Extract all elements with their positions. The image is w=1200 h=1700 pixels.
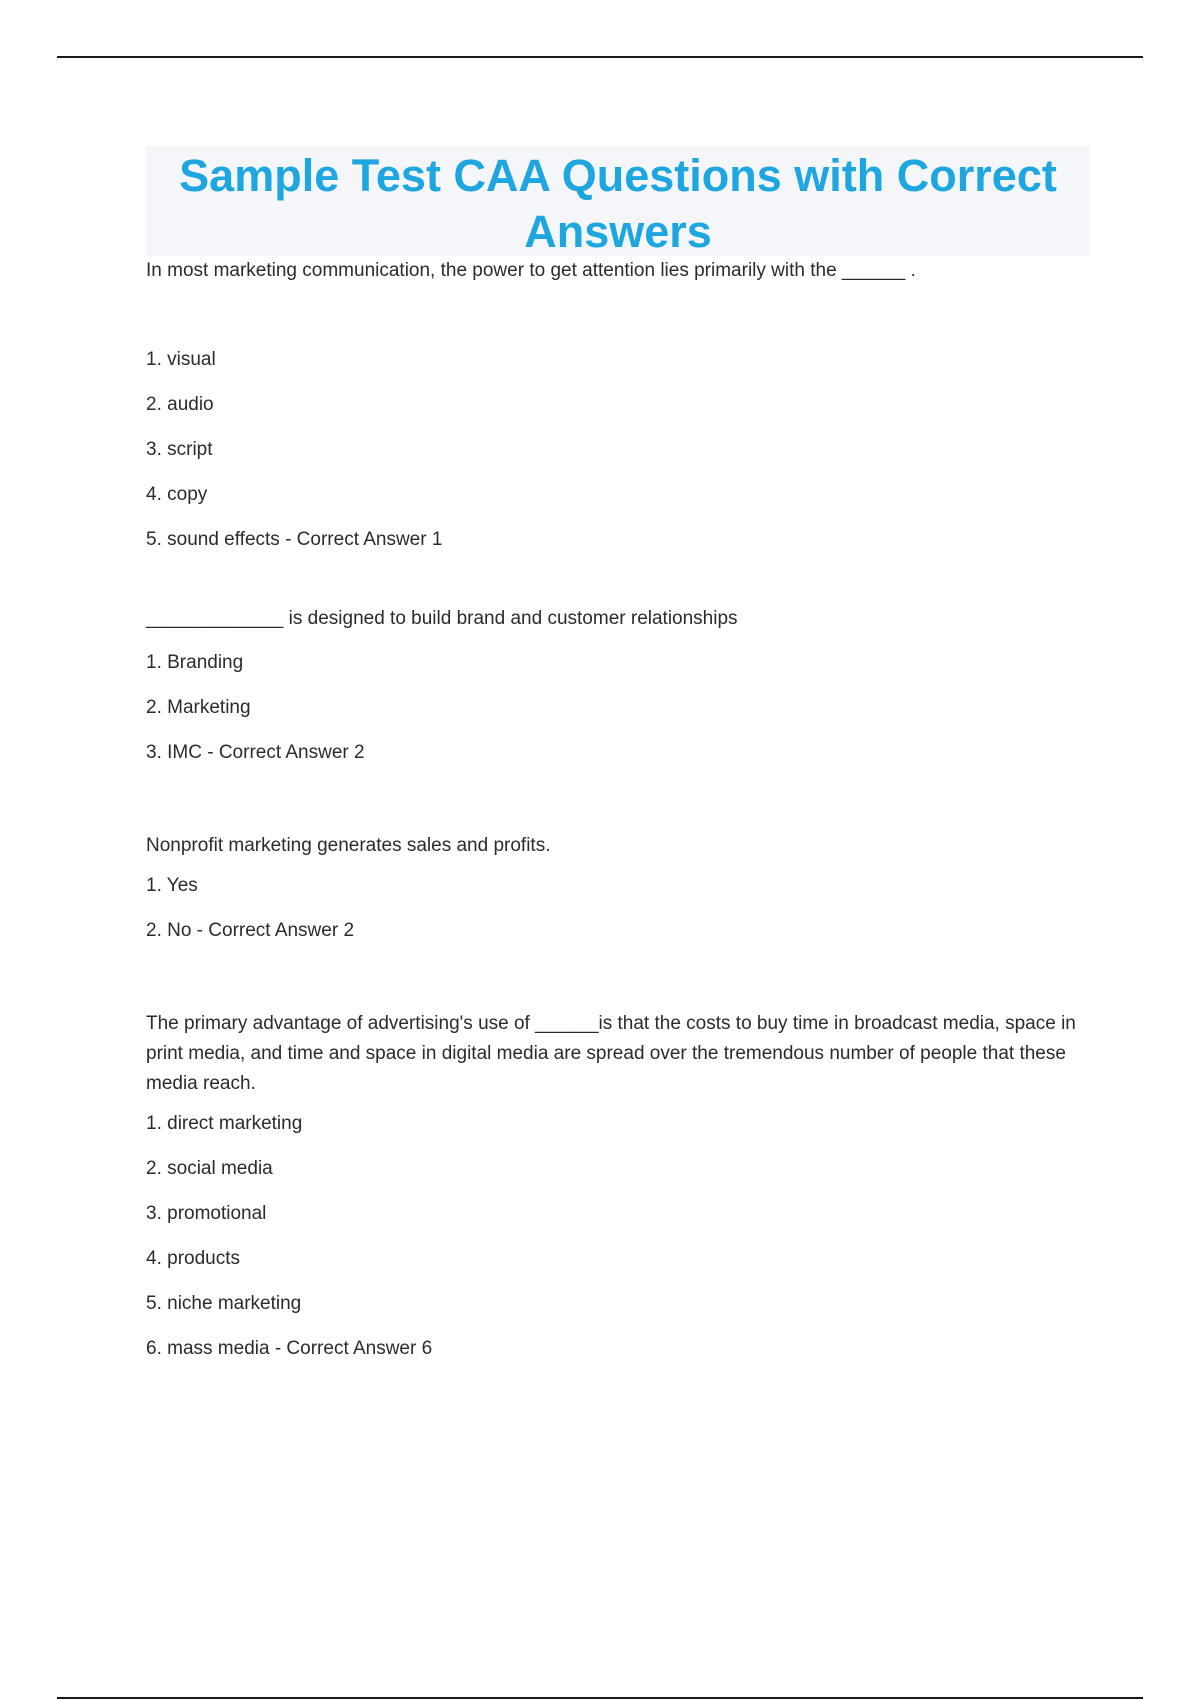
question-2-text: _____________ is designed to build brand and customer relationships [146,608,738,629]
option-item: 1. Yes [146,875,198,896]
question-4-text: The primary advantage of advertising's use of ______is that the costs to buy time in broadcast media, space in print media, and time and space in digital media are spread over the tremendous number of people that these media reach. [146,1013,1076,1094]
question-3-text: Nonprofit marketing generates sales and profits. [146,835,551,856]
title-banner [146,146,1090,256]
option-item: 2. No - Correct Answer 2 [146,920,355,941]
option-item: 5. sound effects - Correct Answer 1 [146,529,443,550]
question-2-options [146,651,1090,786]
question-3-options [146,874,1090,964]
document-title: Sample Test CAA Questions with Correct Answers [179,150,1057,257]
option-item: 2. social media [146,1158,273,1179]
question-4-options [146,1112,1090,1382]
question-1-text: In most marketing communication, the power to get attention lies primarily with the ______ . [146,260,916,281]
option-item: 6. mass media - Correct Answer 6 [146,1338,433,1359]
option-item: 5. niche marketing [146,1293,302,1314]
option-item: 4. copy [146,484,208,505]
option-item: 3. promotional [146,1203,267,1224]
option-item: 1. Branding [146,652,244,673]
header-rule [57,56,1143,58]
option-item: 3. IMC - Correct Answer 2 [146,742,365,763]
footer-rule [57,1697,1143,1699]
option-item: 2. audio [146,394,214,415]
question-1-options [146,348,1090,573]
option-item: 3. script [146,439,213,460]
option-item: 1. direct marketing [146,1113,303,1134]
option-item: 2. Marketing [146,697,251,718]
option-item: 4. products [146,1248,240,1269]
option-item: 1. visual [146,349,216,370]
document-body [146,146,1090,1382]
